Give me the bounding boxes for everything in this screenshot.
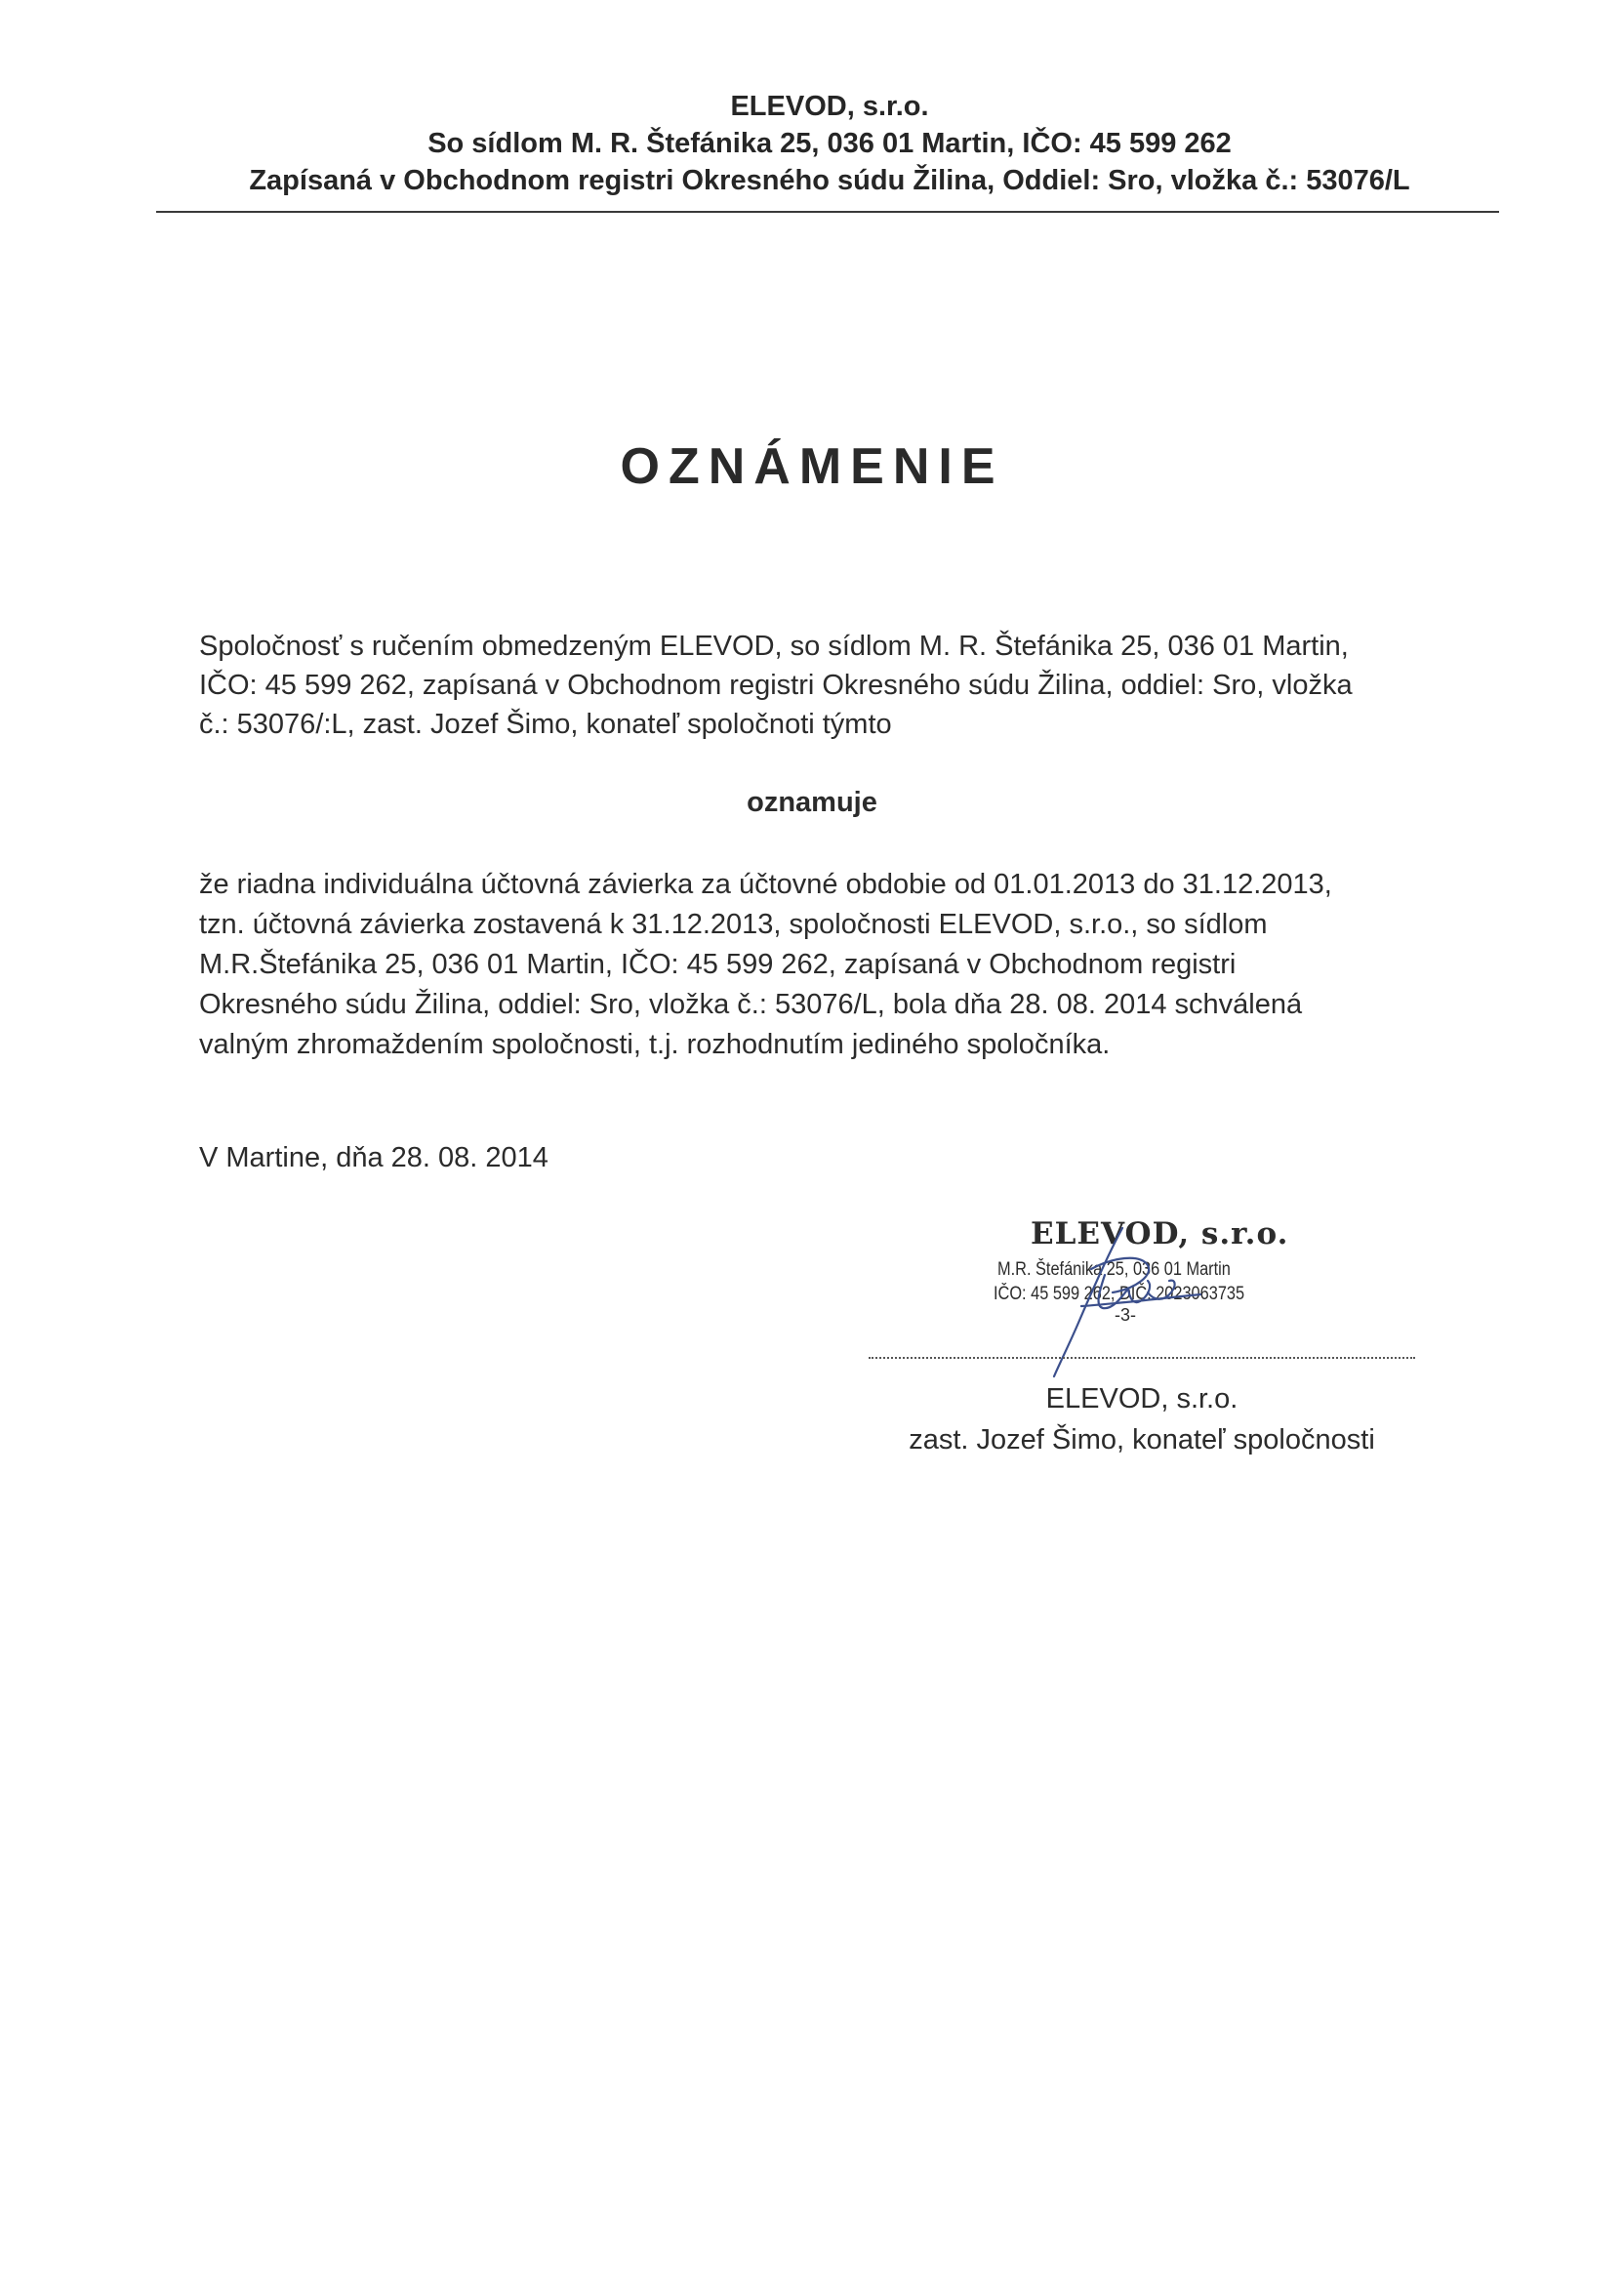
stamp-ids: IČO: 45 599 262, DIČ: 2023063735	[994, 1284, 1245, 1304]
signatory-company: ELEVOD, s.r.o.	[1045, 1383, 1238, 1414]
statement-line: že riadna individuálna účtovná závierka za účtovné obdobie od 01.01.2013 do 31.12.2013,	[199, 869, 1332, 900]
statement-paragraph	[199, 865, 1458, 1065]
stamp-number: -3-	[1115, 1305, 1136, 1325]
signatory-block	[859, 1378, 1425, 1460]
intro-line: č.: 53076/:L, zast. Jozef Šimo, konateľ spoločnoti týmto	[199, 709, 892, 740]
stamp-company-name: ELEVOD, s.r.o.	[1031, 1216, 1289, 1251]
stamp-address: M.R. Štefánika 25, 036 01 Martin	[997, 1259, 1231, 1280]
announce-word: oznamuje	[747, 787, 877, 818]
letterhead	[156, 88, 1503, 199]
signatory-representative: zast. Jozef Šimo, konateľ spoločnosti	[909, 1424, 1375, 1456]
document-title: OZNÁMENIE	[620, 438, 1004, 495]
letterhead-company: ELEVOD, s.r.o.	[730, 91, 929, 122]
statement-line: valným zhromaždením spoločnosti, t.j. rozhodnutím jediného spoločníka.	[199, 1029, 1111, 1060]
place-and-date: V Martine, dňa 28. 08. 2014	[199, 1142, 548, 1173]
signature-line	[869, 1357, 1415, 1359]
intro-paragraph	[199, 627, 1458, 744]
letterhead-address: So sídlom M. R. Štefánika 25, 036 01 Martin, IČO: 45 599 262	[427, 128, 1232, 159]
intro-line: IČO: 45 599 262, zapísaná v Obchodnom registri Okresného súdu Žilina, oddiel: Sro, vložka	[199, 670, 1353, 701]
statement-line: M.R.Štefánika 25, 036 01 Martin, IČO: 45 599 262, zapísaná v Obchodnom registri	[199, 949, 1237, 980]
letterhead-registration: Zapísaná v Obchodnom registri Okresného súdu Žilina, Oddiel: Sro, vložka č.: 53076/L	[249, 165, 1410, 196]
intro-line: Spoločnosť s ručením obmedzeným ELEVOD, so sídlom M. R. Štefánika 25, 036 01 Martin,	[199, 631, 1349, 662]
letterhead-divider	[156, 211, 1499, 213]
statement-line: Okresného súdu Žilina, oddiel: Sro, vložka č.: 53076/L, bola dňa 28. 08. 2014 schválená	[199, 989, 1303, 1020]
statement-line: tzn. účtovná závierka zostavená k 31.12.2013, spoločnosti ELEVOD, s.r.o., so sídlom	[199, 909, 1268, 940]
handwritten-signature-icon	[976, 1210, 1230, 1386]
